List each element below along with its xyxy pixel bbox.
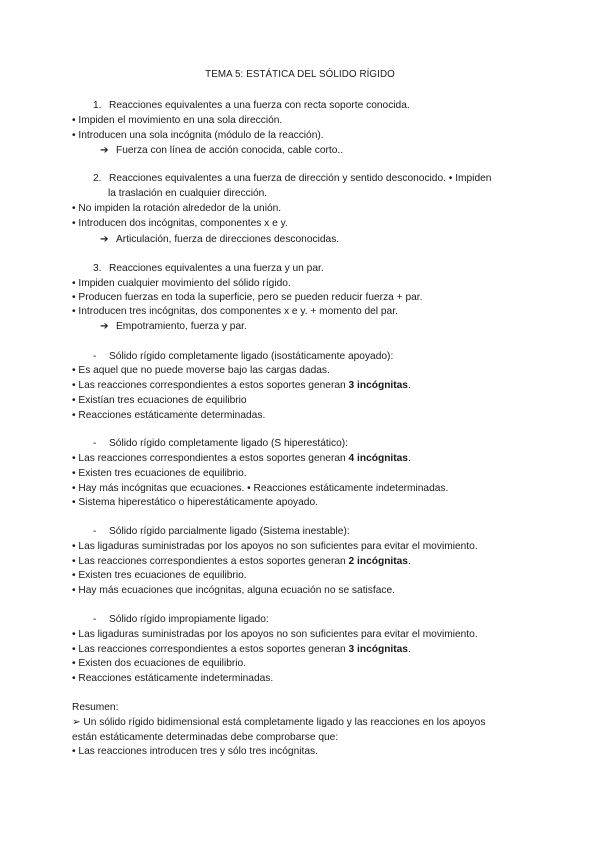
case-3-bullet-2 xyxy=(72,555,542,570)
arrow-icon: ➔ xyxy=(100,145,109,156)
section-1-example-text: Fuerza con línea de acción conocida, cable corto.. xyxy=(116,145,344,156)
section-2-title-cont: la traslación en cualquier dirección. xyxy=(108,188,268,199)
case-2-bullet-2: • Existen tres ecuaciones de equilibrio. xyxy=(72,468,247,479)
summary-line-3: • Las reacciones introducen tres y sólo tres incógnitas. xyxy=(72,746,318,757)
section-2-title: Reacciones equivalentes a una fuerza de dirección y sentido desconocido. • Impiden xyxy=(109,173,492,184)
section-1-example xyxy=(100,144,570,159)
arrow-icon: ➔ xyxy=(100,234,109,245)
case-2-bullet-3: • Hay más incógnitas que ecuaciones. • Reacciones estáticamente indeterminadas. xyxy=(72,483,449,494)
case-2-heading xyxy=(93,437,563,452)
section-1-bullet-2: • Introducen una sola incógnita (módulo de la reacción). xyxy=(72,130,324,141)
section-2-bullet-1: • No impiden la rotación alrededor de la unión. xyxy=(72,203,282,214)
section-3-heading xyxy=(93,262,563,277)
summary-line-2: están estáticamente determinadas debe comprobarse que: xyxy=(72,732,339,743)
section-3-bullet-3: • Introducen tres incógnitas, dos componentes x e y. + momento del par. xyxy=(72,306,398,317)
case-2-unknowns: 4 incógnitas xyxy=(348,453,408,464)
case-4-bullet-4: • Reacciones estáticamente indeterminadas. xyxy=(72,673,274,684)
case-3-bullet-1: • Las ligaduras suministradas por los apoyos no son suficientes para evitar el movimiento. xyxy=(72,541,478,552)
case-2-title: Sólido rígido completamente ligado (S hiperestático): xyxy=(109,438,348,449)
case-2-bullet-1 xyxy=(72,452,542,467)
dash-marker: - xyxy=(93,614,97,625)
dash-marker: - xyxy=(93,438,97,449)
case-3-bullet-2-end: . xyxy=(407,556,411,567)
case-4-unknowns: 3 incógnitas xyxy=(348,644,408,655)
section-2-example-text: Articulación, fuerza de direcciones desconocidas. xyxy=(116,234,340,245)
case-4-heading xyxy=(93,613,563,628)
case-3-bullet-4: • Hay más ecuaciones que incógnitas, alguna ecuación no se satisface. xyxy=(72,585,395,596)
case-3-heading xyxy=(93,525,563,540)
section-3-bullet-2: • Producen fuerzas en toda la superficie, pero se pueden reducir fuerza + par. xyxy=(72,292,423,303)
case-2-bullet-1-text: • Las reacciones correspondientes a estos soportes generan xyxy=(72,453,349,464)
case-1-title: Sólido rígido completamente ligado (isostáticamente apoyado): xyxy=(109,351,394,362)
case-3-unknowns: 2 incógnitas xyxy=(348,556,408,567)
summary-line-1: ➢ Un sólido rígido bidimensional está completamente ligado y las reacciones en los apoyos xyxy=(72,717,486,728)
case-1-bullet-2 xyxy=(72,379,542,394)
case-1-bullet-1: • Es aquel que no puede moverse bajo las cargas dadas. xyxy=(72,365,330,376)
section-3-example xyxy=(100,320,570,335)
section-3-title: Reacciones equivalentes a una fuerza y un par. xyxy=(109,263,324,274)
case-1-unknowns: 3 incógnitas xyxy=(348,380,408,391)
section-1-title: Reacciones equivalentes a una fuerza con recta soporte conocida. xyxy=(109,100,410,111)
case-3-bullet-3: • Existen tres ecuaciones de equilibrio. xyxy=(72,570,247,581)
case-2-bullet-4: • Sistema hiperestático o hiperestáticamente apoyado. xyxy=(72,497,318,508)
case-4-bullet-3: • Existen dos ecuaciones de equilibrio. xyxy=(72,658,247,669)
section-3-number: 3. xyxy=(93,263,102,274)
case-1-bullet-2-end: . xyxy=(407,380,411,391)
case-1-bullet-2-text: • Las reacciones correspondientes a estos soportes generan xyxy=(72,380,349,391)
case-4-bullet-2-end: . xyxy=(407,644,411,655)
section-2-example xyxy=(100,233,570,248)
dash-marker: - xyxy=(93,526,97,537)
case-1-bullet-4: • Reacciones estáticamente determinadas. xyxy=(72,410,266,421)
section-3-bullet-1: • Impiden cualquier movimiento del sólido rígido. xyxy=(72,278,291,289)
case-1-bullet-3: • Existían tres ecuaciones de equilibrio xyxy=(72,395,247,406)
page-title: TEMA 5: ESTÁTICA DEL SÓLIDO RÍGIDO xyxy=(205,69,395,80)
arrow-icon: ➔ xyxy=(100,321,109,332)
section-1-bullet-1: • Impiden el movimiento en una sola dirección. xyxy=(72,115,283,126)
section-2-heading xyxy=(93,172,563,187)
case-3-bullet-2-text: • Las reacciones correspondientes a estos soportes generan xyxy=(72,556,349,567)
section-1-number: 1. xyxy=(93,100,102,111)
section-2-number: 2. xyxy=(93,173,102,184)
case-4-title: Sólido rígido impropiamente ligado: xyxy=(109,614,269,625)
case-1-heading xyxy=(93,350,563,365)
section-1-heading xyxy=(93,99,563,114)
case-4-bullet-1: • Las ligaduras suministradas por los apoyos no son suficientes para evitar el movimiento. xyxy=(72,629,478,640)
section-3-example-text: Empotramiento, fuerza y par. xyxy=(116,321,247,332)
case-4-bullet-2 xyxy=(72,643,542,658)
summary-label: Resumen: xyxy=(72,702,119,713)
case-3-title: Sólido rígido parcialmente ligado (Sistema inestable): xyxy=(109,526,350,537)
case-2-bullet-1-end: . xyxy=(407,453,411,464)
section-2-bullet-2: • Introducen dos incógnitas, componentes x e y. xyxy=(72,218,288,229)
dash-marker: - xyxy=(93,351,97,362)
case-4-bullet-2-text: • Las reacciones correspondientes a estos soportes generan xyxy=(72,644,349,655)
